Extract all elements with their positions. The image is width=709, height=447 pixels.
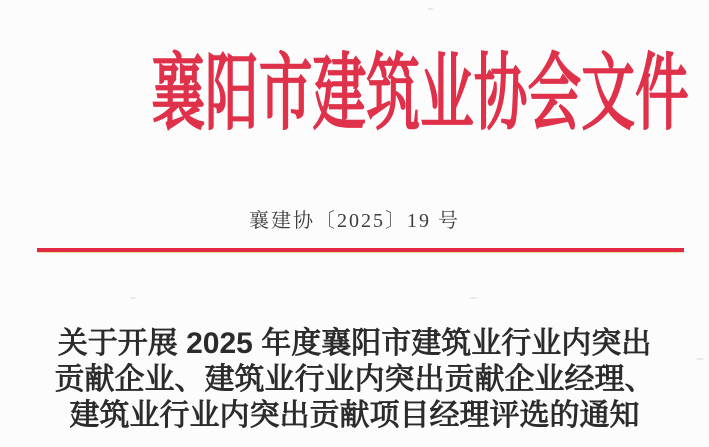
scan-speck	[696, 358, 704, 360]
document-number: 襄建协〔2025〕19 号	[249, 210, 460, 232]
scan-speck	[130, 297, 136, 299]
scan-speck	[470, 297, 477, 299]
scan-speck	[428, 8, 433, 10]
notice-title-line-1: 关于开展 2025 年度襄阳市建筑业行业内突出	[57, 327, 652, 360]
notice-title-line-2: 贡献企业、建筑业行业内突出贡献企业经理、	[54, 363, 655, 396]
notice-title-line-3: 建筑业行业内突出贡献项目经理评选的通知	[69, 399, 640, 432]
letterhead-title: 襄阳市建筑业协会文件	[151, 48, 689, 141]
notice-title	[0, 326, 709, 434]
letterhead	[0, 45, 709, 145]
red-divider-line	[37, 248, 684, 252]
